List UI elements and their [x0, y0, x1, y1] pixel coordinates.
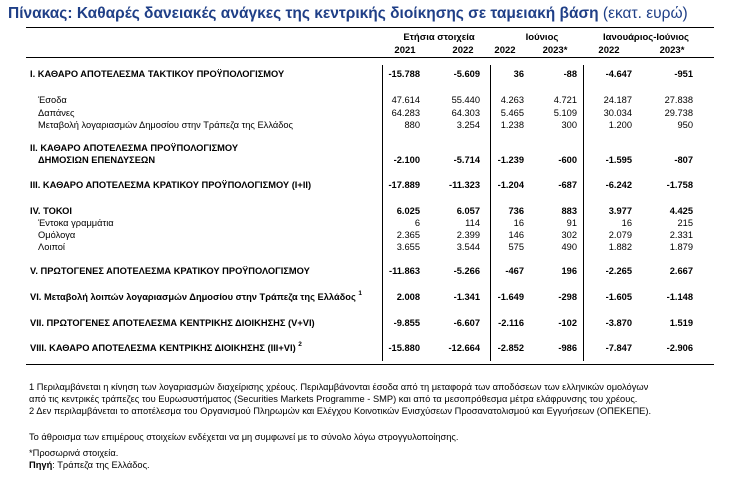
- cell: -2.906: [666, 343, 693, 353]
- header-jan-jun: Ιανουάριος-Ιούνιος: [603, 32, 689, 43]
- table-row: [0, 292, 752, 304]
- cell: -9.855: [393, 318, 420, 328]
- table-row: [0, 218, 752, 230]
- cell: -687: [558, 180, 577, 190]
- source-label: Πηγή: [29, 460, 53, 470]
- cell: 64.303: [451, 108, 480, 118]
- cell: 36: [513, 69, 524, 79]
- cell: 29.738: [664, 108, 693, 118]
- cell: -1.649: [497, 292, 524, 302]
- table-row: [0, 266, 752, 278]
- cell: 736: [508, 206, 524, 216]
- cell: -15.880: [388, 343, 420, 353]
- table-title: [8, 5, 688, 23]
- cell: 47.614: [391, 95, 420, 105]
- cell: -1.204: [497, 180, 524, 190]
- table-row: [0, 143, 752, 155]
- row-label-text: VIII. ΚΑΘΑΡΟ ΑΠΟΤΕΛΕΣΜΑ ΚΕΝΤΡΙΚΗΣ ΔΙΟΙΚΗΣΗΣ (III+VI): [30, 343, 296, 353]
- cell: -2.100: [393, 155, 420, 165]
- header-year-2022-jan-jun: 2022: [598, 45, 620, 56]
- cell: 16: [513, 218, 524, 228]
- row-label: III. ΚΑΘΑΡΟ ΑΠΟΤΕΛΕΣΜΑ ΚΡΑΤΙΚΟΥ ΠΡΟΫΠΟΛΟΓΙΣΜΟΥ (I+II): [30, 180, 312, 190]
- cell: -951: [674, 69, 693, 79]
- cell: -102: [558, 318, 577, 328]
- cell: -5.714: [453, 155, 480, 165]
- header-year-2021: 2021: [394, 45, 416, 56]
- cell: 3.655: [396, 242, 420, 252]
- header-year-2022: 2022: [452, 45, 474, 56]
- table-row: [0, 69, 752, 81]
- cell: 5.109: [553, 108, 577, 118]
- table-row: [0, 343, 752, 355]
- cell: 2.365: [396, 230, 420, 240]
- cell: -298: [558, 292, 577, 302]
- cell: -1.595: [605, 155, 632, 165]
- cell: 114: [465, 218, 480, 228]
- cell: -15.788: [388, 69, 420, 79]
- footnote-2: 2 Δεν περιλαμβάνεται το αποτέλεσμα του Οργανισμού Πληρωμών και Ελέγχου Κοινοτικών Ενισχύσεων Προσανατολισμού και Εγγυήσεων (ΟΠΕΚΕΠΕ).: [29, 406, 652, 416]
- cell: -986: [558, 343, 577, 353]
- row-label: [30, 343, 302, 353]
- cell: 3.254: [456, 120, 480, 130]
- cell: 1.238: [500, 120, 524, 130]
- cell: 490: [561, 242, 577, 252]
- cell: -3.870: [605, 318, 632, 328]
- cell: 30.034: [603, 108, 632, 118]
- cell: 6: [414, 218, 420, 228]
- cell: 6.025: [396, 206, 420, 216]
- table-row: [0, 108, 752, 120]
- row-label: [30, 292, 362, 302]
- cell: -1.605: [605, 292, 632, 302]
- footnote-marker: 1: [358, 290, 363, 297]
- table-row: [0, 180, 752, 192]
- cell: 4.263: [500, 95, 524, 105]
- table-row: [0, 120, 752, 132]
- cell: -807: [674, 155, 693, 165]
- footnote-1-line-1: 1 Περιλαμβάνεται η κίνηση των λογαριασμών διαχείρισης χρέους. Περιλαμβάνονται έσοδα από τη μεταφορά των αποδόσεων των ελληνικών ομολόγων: [29, 382, 649, 392]
- header-annual: Ετήσια στοιχεία: [403, 32, 475, 43]
- row-label: VII. ΠΡΩΤΟΓΕΝΕΣ ΑΠΟΤΕΛΕΣΜΑ ΚΕΝΤΡΙΚΗΣ ΔΙΟΙΚΗΣΗΣ (V+VI): [30, 318, 315, 328]
- cell: 4.721: [553, 95, 577, 105]
- header-rule: [26, 57, 714, 58]
- footnote-1-line-2: από τις κεντρικές τράπεζες του Ευρωσυστήματος (Securities Markets Programme - SMP) και από τα μεσοπρόθεσμα μέτρα ελάφρυνσης του χρέους.: [29, 394, 638, 404]
- cell: 880: [404, 120, 420, 130]
- cell: -2.265: [605, 266, 632, 276]
- cell: 4.425: [669, 206, 693, 216]
- cell: 215: [677, 218, 693, 228]
- cell: -600: [558, 155, 577, 165]
- row-label: V. ΠΡΩΤΟΓΕΝΕΣ ΑΠΟΤΕΛΕΣΜΑ ΚΡΑΤΙΚΟΥ ΠΡΟΫΠΟΛΟΓΙΣΜΟΥ: [30, 266, 310, 276]
- cell: 950: [677, 120, 693, 130]
- cell: 1.882: [608, 242, 632, 252]
- cell: 300: [561, 120, 577, 130]
- cell: 16: [621, 218, 632, 228]
- header-year-2022-june: 2022: [494, 45, 516, 56]
- cell: 2.008: [396, 292, 420, 302]
- source-note: [29, 460, 150, 470]
- cell: -1.341: [453, 292, 480, 302]
- table-row: [0, 206, 752, 218]
- cell: 5.465: [500, 108, 524, 118]
- header-year-2023-june: 2023*: [542, 45, 568, 56]
- cell: -1.239: [497, 155, 524, 165]
- cell: 2.079: [608, 230, 632, 240]
- header-year-2023-jan-jun: 2023*: [659, 45, 685, 56]
- cell: -11.323: [448, 180, 480, 190]
- source-text: : Τράπεζα της Ελλάδος.: [52, 460, 150, 470]
- cell: -1.758: [666, 180, 693, 190]
- cell: 883: [561, 206, 577, 216]
- cell: -12.664: [448, 343, 480, 353]
- cell: 6.057: [456, 206, 480, 216]
- cell: -17.889: [388, 180, 420, 190]
- cell: 196: [561, 266, 577, 276]
- title-unit: (εκατ. ευρώ): [602, 5, 688, 22]
- table-row: [0, 230, 752, 242]
- cell: 1.879: [669, 242, 693, 252]
- cell: 146: [508, 230, 524, 240]
- row-label: Έντοκα γραμμάτια: [38, 218, 114, 228]
- table-bottom-rule: [26, 364, 714, 365]
- cell: -467: [505, 266, 524, 276]
- cell: -11.863: [388, 266, 420, 276]
- cell: -88: [563, 69, 577, 79]
- cell: 2.667: [669, 266, 693, 276]
- cell: 27.838: [664, 95, 693, 105]
- cell: -6.607: [453, 318, 480, 328]
- cell: 3.544: [456, 242, 480, 252]
- row-label: Λοιποί: [38, 242, 65, 252]
- cell: -1.148: [666, 292, 693, 302]
- cell: 1.519: [669, 318, 693, 328]
- row-label: II. ΚΑΘΑΡΟ ΑΠΟΤΕΛΕΣΜΑ ΠΡΟΫΠΟΛΟΓΙΣΜΟΥ: [30, 143, 239, 153]
- row-label-text: VI. Μεταβολή λοιπών λογαριασμών Δημοσίου στην Τράπεζα της Ελλάδος: [30, 292, 356, 302]
- cell: 64.283: [391, 108, 420, 118]
- cell: 55.440: [451, 95, 480, 105]
- table-row: [0, 95, 752, 107]
- table-row: [0, 155, 752, 167]
- cell: 3.977: [608, 206, 632, 216]
- provisional-note: *Προσωρινά στοιχεία.: [29, 448, 119, 458]
- row-label: Μεταβολή λογαριασμών Δημοσίου στην Τράπεζα της Ελλάδος: [38, 120, 294, 130]
- cell: 2.399: [456, 230, 480, 240]
- title-main: Πίνακας: Καθαρές δανειακές ανάγκες της κεντρικής διοίκησης σε ταμειακή βάση: [8, 5, 599, 22]
- cell: -2.852: [497, 343, 524, 353]
- cell: 1.200: [608, 120, 632, 130]
- cell: 302: [561, 230, 577, 240]
- cell: 91: [566, 218, 577, 228]
- rounding-note: Το άθροισμα των επιμέρους στοιχείων ενδέχεται να μη συμφωνεί με το σύνολο λόγω στρογγυλοποίησης.: [29, 432, 459, 442]
- row-label-continued: ΔΗΜΟΣΙΩΝ ΕΠΕΝΔΥΣΕΩΝ: [38, 155, 156, 165]
- footnote-marker: 2: [298, 341, 302, 348]
- cell: 575: [508, 242, 524, 252]
- table-row: [0, 242, 752, 254]
- cell: -5.266: [453, 266, 480, 276]
- top-rule: [26, 27, 714, 28]
- cell: -6.242: [605, 180, 632, 190]
- row-label: Δαπάνες: [38, 108, 75, 118]
- table-row: [0, 318, 752, 330]
- cell: 24.187: [603, 95, 632, 105]
- row-label: Έσοδα: [38, 95, 67, 105]
- cell: -2.116: [498, 318, 524, 328]
- row-label: IV. ΤΟΚΟΙ: [30, 206, 72, 216]
- cell: 2.331: [669, 230, 693, 240]
- row-label: I. ΚΑΘΑΡΟ ΑΠΟΤΕΛΕΣΜΑ ΤΑΚΤΙΚΟΥ ΠΡΟΫΠΟΛΟΓΙΣΜΟΥ: [30, 69, 285, 79]
- cell: -5.609: [453, 69, 480, 79]
- cell: -4.647: [605, 69, 632, 79]
- header-june: Ιούνιος: [525, 32, 559, 43]
- row-label: Ομόλογα: [38, 230, 76, 240]
- cell: -7.847: [605, 343, 632, 353]
